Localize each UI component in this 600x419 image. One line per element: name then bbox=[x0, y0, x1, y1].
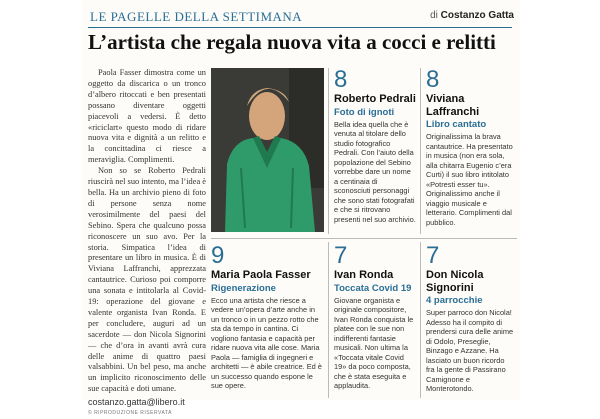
rating-card-ronda bbox=[334, 244, 416, 391]
rating-score: 7 bbox=[426, 242, 440, 269]
rating-score: 8 bbox=[334, 66, 348, 93]
rating-card-laffranchi bbox=[426, 68, 514, 227]
rating-card-pedrali bbox=[334, 68, 416, 224]
rating-subtitle: Rigenerazione bbox=[211, 282, 276, 294]
rating-body: Bella idea quella che è venuta al titolare dello studio fotografico Pedrali. Con l’aiuto della popolazione del Sebino vorrebbe dare un nome a centinaia di sconosciuti personaggi che sono stati fotografati e che si ritrovano presenti nel suo archivio. bbox=[334, 119, 416, 224]
column-divider bbox=[328, 242, 329, 398]
left-margin bbox=[0, 0, 82, 400]
byline-author: Costanzo Gatta bbox=[440, 10, 514, 21]
section-kicker: LE PAGELLE DELLA SETTIMANA bbox=[90, 9, 303, 24]
rating-body: Originalissima la brava cantautrice. Ha presentato in musica (non era sola, alla chitarra Eugenio c’era Curti) il suo libro intitolato «Potresti esser tu». Originalissimo anche il viaggio musicale e letterario. Complimenti dal pubblico. bbox=[426, 132, 513, 227]
byline-prefix: di bbox=[430, 10, 438, 21]
top-rule bbox=[88, 27, 512, 28]
rating-body: Ecco una artista che riesce a vedere un’opera d’arte anche in un tronco o in un pezzo rotto che sta da tempo in cantina. Ci vogliono fantasia e capacità per ridare nuova vita alle cose. Maria Paola — famiglia di ingegneri e architetti — è abile creatrice. Ed è un successo quando espone le sue opere. bbox=[211, 295, 322, 390]
portrait-illustration bbox=[211, 68, 324, 232]
right-margin bbox=[520, 0, 600, 400]
byline bbox=[430, 10, 514, 21]
rating-name: Don Nicola Signorini bbox=[426, 269, 484, 294]
headline: L’artista che regala nuova vita a cocci e relitti bbox=[88, 30, 496, 54]
column-divider bbox=[420, 68, 421, 234]
rating-name: Ivan Ronda bbox=[334, 269, 394, 281]
rating-name: Roberto Pedrali bbox=[334, 93, 416, 105]
intro-paragraph: Non so se Roberto Pedrali riuscirà nel suo intento, ma l’idea è bella. Ha un archivio pieno di foto di persone senza nome verosimilmente del paesi del Sebino. Spera che qualcuno possa riconoscere un suo avo. Per la storia. Simpatica l’idea di presentare un libro in musica. È di Viviana Laffranchi, apprezzata cantautrice. Curioso poi comporre una sonata e intitolarla al Covid-19: operazione del giovane e valente organista Ivan Ronda. E per concludere, auguri ad un sacerdote — don Nicola Signorini — che d’ora in avanti avrà cura delle anime di quattro paesi valsabbini. Un bel peso, ma anche un implicito riconoscimento delle sue capacità e doti umane. bbox=[88, 166, 206, 394]
column-divider bbox=[420, 242, 421, 398]
rating-score: 7 bbox=[334, 242, 348, 269]
rating-body: Super parroco don Nicola! Adesso ha il compito di prendersi cura delle anime di Odolo, Preseglie, Binzago e Azzane. Ha lasciato un buon ricordo fra la gente di Passirano Camignone e Monterotondo. bbox=[426, 308, 514, 393]
rating-name: Maria Paola Fasser bbox=[211, 269, 311, 281]
column-divider bbox=[328, 68, 329, 234]
intro-column bbox=[88, 68, 206, 419]
row-divider bbox=[211, 238, 517, 239]
rating-body: Giovane organista e originale compositore, Ivan Ronda conquista le platee con le sue non indifferenti fantasie musicali. Non ultima la «Toccata vitale Covid 19» da poco composta, che è stata eseguita e applaudita. bbox=[334, 295, 414, 390]
rating-subtitle: Toccata Covid 19 bbox=[334, 282, 412, 294]
rights-notice: © RIPRODUZIONE RISERVATA bbox=[88, 410, 172, 417]
rating-subtitle: Libro cantato bbox=[426, 119, 487, 130]
rating-subtitle: 4 parrocchie bbox=[426, 295, 483, 306]
rating-subtitle: Foto di ignoti bbox=[334, 106, 395, 118]
rating-name: Viviana Laffranchi bbox=[426, 93, 480, 118]
rating-card-fasser bbox=[211, 244, 323, 391]
rating-score: 9 bbox=[211, 242, 225, 269]
portrait-photo bbox=[211, 68, 324, 232]
intro-paragraph: Paola Fasser dimostra come un oggetto da discarica o un tronco d’albero ritoccati e ben presentati possano diventare oggetti piacevoli a vedersi. È detto «riciclart» questo modo di ridare nuova vita e dignità a un relitto e la concittadina ci riesce a meraviglia. Complimenti. bbox=[88, 68, 206, 165]
rating-card-signorini bbox=[426, 244, 514, 394]
author-email[interactable]: costanzo.gatta@libero.it bbox=[88, 397, 185, 408]
rating-score: 8 bbox=[426, 66, 440, 93]
